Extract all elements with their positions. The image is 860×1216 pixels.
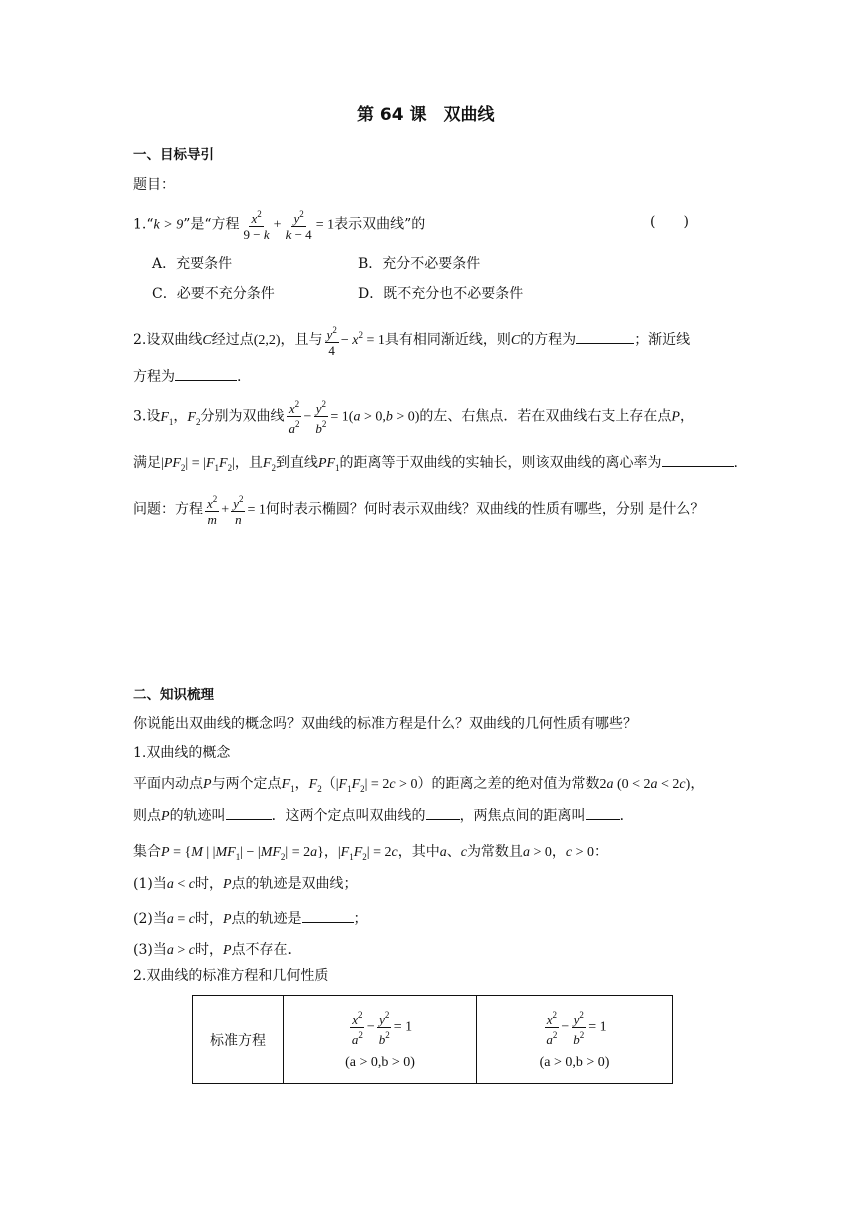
case2-blank (302, 908, 354, 923)
def-text-d: ）的距离之差的绝对值为常数 (417, 776, 600, 792)
definition-line-2: 则点P的轨迹叫 ．这两个定点叫双曲线的 ，两焦点间的距离叫 ． (133, 805, 634, 827)
q2-period: . (237, 369, 242, 385)
q1-text-equation: ”是“方程 (183, 216, 240, 233)
q3-text-a: 3.设 (133, 408, 161, 425)
q1-number: 1. (133, 216, 147, 233)
q2-point: (2,2) (253, 333, 281, 348)
subheading-standard-equation: 2.双曲线的标准方程和几何性质 (133, 968, 329, 984)
case2-text-d: ； (353, 911, 368, 927)
set-text-b: ， (323, 844, 338, 860)
q3-blank-eccentricity (662, 452, 734, 467)
def-text-a: 平面内动点 (133, 776, 203, 792)
case-3: (3)当a > c时，P点不存在． (133, 942, 302, 958)
q3-text-eccentricity: 的距离等于双曲线的实轴长，则该双曲线的离心率为 (339, 455, 662, 471)
page-title: 第 64 课 双曲线 (357, 105, 495, 125)
q3-text-b: ， (173, 408, 188, 425)
case1-text-c: 点的轨迹是双曲线； (231, 876, 358, 892)
option-b: B．充分不必要条件 (358, 256, 481, 272)
case-2: (2)当a = c时，P点的轨迹是 ； (133, 908, 368, 930)
def2-period: ． (619, 808, 634, 824)
q2-blank-asymptote (175, 366, 237, 381)
q2-text-f: ；渐近线 (634, 332, 691, 348)
question-fraction-y: $\frac{y^2}{n}$ (233, 494, 244, 527)
table-cell-condition-2: (a > 0,b > 0) (539, 1055, 610, 1070)
case2-text-a: (2)当 (133, 911, 167, 927)
question-3-line2: 满足$|PF_2| = |F_1F_2|$，且$F_2$到直线$PF_1$的距离等于双曲线的实轴长，则该双曲线的离心率为 . (133, 452, 738, 478)
def-text-c: （ (321, 776, 336, 792)
case1-text-b: 时， (194, 876, 223, 892)
def-blank-foci (426, 805, 460, 820)
def-blank-focal-distance (586, 805, 620, 820)
definition-line-1: 平面内动点P与两个定点$F_1$，$F_2(|F_1F_2| = 2c > 0)$的距离之差的绝对值为常数2a (0 < 2a < 2c)， (133, 776, 705, 794)
set-text-a: 集合 (133, 844, 161, 860)
question-text-a: 问题：方程 (133, 501, 203, 518)
case3-text-a: (3)当 (133, 942, 167, 958)
case2-text-b: 时， (194, 911, 223, 927)
subheading-concept: 1.双曲线的概念 (133, 745, 231, 761)
q3-fraction-y: $\frac{y^2}{b^2}$ (315, 399, 327, 436)
q3-fraction-x: $\frac{x^2}{a^2}$ (288, 399, 300, 436)
discussion-question: 问题：方程 $\frac{x^2}{m}$ + $\frac{y^2}{n}$ = 1何时表示椭圆？何时表示双曲线？双曲线的性质有哪些，分别 是什么？ (133, 494, 705, 527)
table-cell-condition-1: (a > 0,b > 0) (345, 1055, 415, 1070)
q1-fraction-y: $\frac{y^2}{k - 4}$ (285, 209, 312, 242)
properties-table (192, 995, 673, 1084)
question-3: 3.设$F_1$，$F_2$分别为双曲线 $\frac{x^2}{a^2}$ − $\frac{y^2}{b^2}$ = 1(a > 0,b > 0)的左、右焦点．若在双曲线右支上存在点P， (133, 399, 694, 436)
case1-text-a: (1)当 (133, 876, 167, 892)
q2-blank-equation (576, 329, 634, 344)
question-2: 2.设双曲线C经过点(2,2)，且与 $\frac{y^2}{4}$ − $x^2 = 1$具有相同渐近线，则C的方程为 ；渐近线 (133, 324, 691, 358)
def-text-e: ， (690, 776, 705, 792)
q2-text-d: 具有相同渐近线，则 (384, 332, 511, 348)
q2-text-c: ，且与 (280, 332, 323, 348)
def2-text-d: ，两焦点间的距离叫 (459, 808, 586, 824)
q1-condition: k > 9 (153, 217, 184, 233)
option-d: D．既不充分也不必要条件 (358, 286, 524, 302)
set-text-g: ： (593, 844, 608, 860)
table-row-label: 标准方程 (193, 996, 284, 1084)
def2-text-c: ．这两个定点叫双曲线的 (271, 808, 426, 824)
q1-answer-paren: ( ) (650, 214, 689, 230)
q2-text-b: 经过点 (211, 332, 254, 348)
q1-quote-open: “ (146, 216, 154, 233)
q3-text-satisfy: 满足 (133, 455, 161, 471)
def-blank-locus (226, 805, 272, 820)
q3-text-e: ， (679, 408, 694, 425)
q2-text-a: 2.设双曲线 (133, 332, 203, 348)
knowledge-intro: 你说能出双曲线的概念吗？双曲线的标准方程是什么？双曲线的几何性质有哪些？ (133, 716, 637, 732)
q3-text-and: ，且 (234, 455, 263, 471)
q2-fraction: $\frac{y^2}{4}$ (326, 324, 337, 358)
set-text-d: 、 (446, 844, 461, 860)
set-text-c: ，其中 (397, 844, 440, 860)
def2-text-a: 则点 (133, 808, 161, 824)
case-1: (1)当a < c时，P点的轨迹是双曲线； (133, 876, 358, 892)
set-text-f: ， (551, 844, 566, 860)
table-row (193, 996, 673, 1084)
table-cell-equation-2: $\frac{x^2}{a^2}$ − $\frac{y^2}{b^2}$ = 1 (a > 0,b > 0) (477, 996, 673, 1084)
q2-text-e: 的方程为 (520, 332, 577, 348)
section-heading-goals: 一、目标导引 (133, 147, 214, 163)
question-1: 1.“k > 9”是“方程 $\frac{x^2}{9 - k}$ + $\frac{y^2}{k - 4}$ = 1表示双曲线”的 (133, 209, 426, 242)
option-a: A．充要条件 (152, 256, 233, 272)
question-text-b: 何时表示椭圆？何时表示双曲线？双曲线的性质有哪些，分别 是什么？ (265, 501, 705, 518)
table-cell-equation-1: $\frac{x^2}{a^2}$ − $\frac{y^2}{b^2}$ = 1 (a > 0,b > 0) (284, 996, 477, 1084)
q1-fraction-x: $\frac{x^2}{9 - k}$ (243, 209, 270, 242)
set-definition: 集合P = {M | $|MF_1| - |MF_2| = 2a$}，$|F_1F_2| = 2c$，其中a、c为常数且a > 0，c > 0： (133, 844, 608, 862)
q3-text-c: 分别为双曲线 (200, 408, 285, 425)
q3-period: . (733, 455, 738, 471)
option-c: C．必要不充分条件 (152, 286, 275, 302)
q3-text-line: 到直线 (275, 455, 318, 471)
case3-text-b: 时， (194, 942, 223, 958)
section-heading-knowledge: 二、知识梳理 (133, 687, 214, 703)
def-text-b: 与两个定点 (211, 776, 282, 792)
topic-label: 题目： (133, 177, 175, 193)
case3-text-c: 点不存在． (231, 942, 302, 958)
case2-text-c: 点的轨迹是 (231, 911, 302, 927)
q1-text-hyperbola: 表示双曲线”的 (334, 216, 426, 233)
q2-text-asymptote: 方程为 (133, 369, 175, 385)
q3-text-d: 的左、右焦点．若在双曲线右支上存在点 (419, 408, 672, 425)
question-2-line2 (133, 366, 241, 387)
set-text-e: 为常数且 (466, 844, 523, 860)
def2-text-b: 的轨迹叫 (169, 808, 226, 824)
question-fraction-x: $\frac{x^2}{m}$ (207, 494, 218, 527)
